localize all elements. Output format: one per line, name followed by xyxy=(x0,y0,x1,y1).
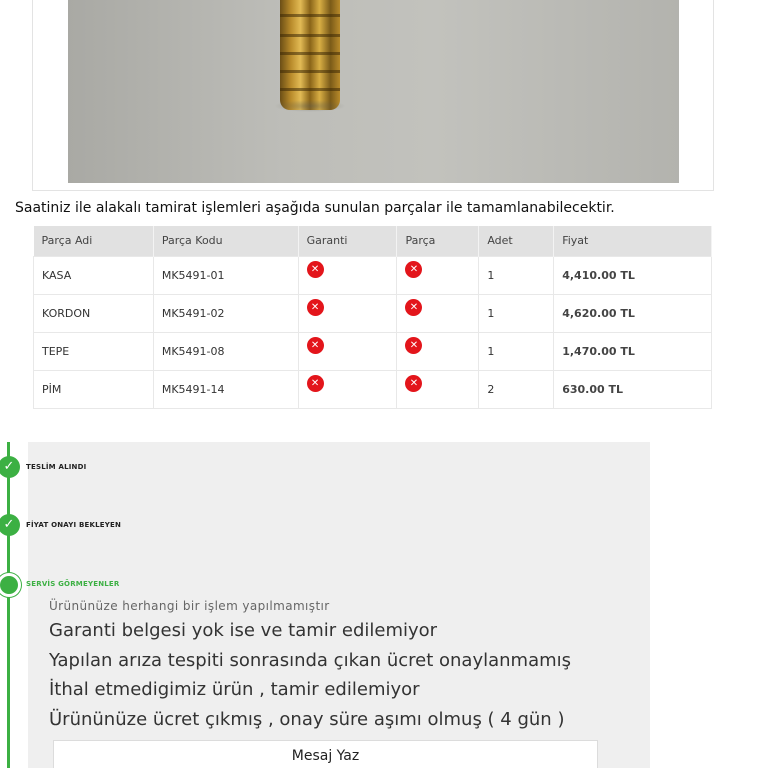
part-price: 4,620.00 TL xyxy=(554,294,712,332)
part-quantity: 1 xyxy=(479,332,554,370)
x-circle-icon: ✕ xyxy=(405,337,422,354)
table-row xyxy=(34,370,712,408)
current-step-icon xyxy=(0,573,21,597)
x-circle-icon: ✕ xyxy=(307,261,324,278)
product-photo-card xyxy=(32,0,714,191)
status-note: Ürününüze herhangi bir işlem yapılmamıştır xyxy=(49,599,330,613)
x-circle-icon: ✕ xyxy=(307,299,324,316)
part-code: MK5491-08 xyxy=(153,332,298,370)
col-header-price: Fiyat xyxy=(554,226,712,256)
part-price: 4,410.00 TL xyxy=(554,256,712,294)
x-circle-icon: ✕ xyxy=(307,337,324,354)
part-name: KORDON xyxy=(34,294,154,332)
table-row xyxy=(34,332,712,370)
check-icon: ✓ xyxy=(0,456,20,478)
part-name: PİM xyxy=(34,370,154,408)
part-price: 630.00 TL xyxy=(554,370,712,408)
reason-text: Ürününüze ücret çıkmış , onay süre aşımı olmuş ( 4 gün ) xyxy=(49,709,565,730)
product-photo xyxy=(68,0,679,183)
status-step-received: TESLİM ALINDI xyxy=(26,463,87,471)
reason-text: İthal etmedigimiz ürün , tamir edilemiyor xyxy=(49,679,420,700)
status-step-not-serviced: SERVİS GÖRMEYENLER xyxy=(26,580,120,588)
part-name: TEPE xyxy=(34,332,154,370)
col-header-quantity: Adet xyxy=(479,226,554,256)
status-step-awaiting-approval: FİYAT ONAYI BEKLEYEN xyxy=(26,521,122,529)
part-quantity: 2 xyxy=(479,370,554,408)
reason-text: Garanti belgesi yok ise ve tamir edilemiyor xyxy=(49,620,438,641)
write-message-button[interactable]: Mesaj Yaz xyxy=(53,740,598,768)
watch-bracelet-image xyxy=(280,0,340,110)
col-header-part-name: Parça Adi xyxy=(34,226,154,256)
col-header-warranty: Garanti xyxy=(298,226,397,256)
part-quantity: 1 xyxy=(479,294,554,332)
x-circle-icon: ✕ xyxy=(405,299,422,316)
parts-table-header xyxy=(34,226,712,256)
part-code: MK5491-01 xyxy=(153,256,298,294)
x-circle-icon: ✕ xyxy=(307,375,324,392)
reason-text: Yapılan arıza tespiti sonrasında çıkan ücret onaylanmamış xyxy=(49,650,572,671)
x-circle-icon: ✕ xyxy=(405,261,422,278)
part-code: MK5491-02 xyxy=(153,294,298,332)
timeline-line xyxy=(7,442,10,768)
parts-table xyxy=(33,226,712,409)
col-header-part-code: Parça Kodu xyxy=(153,226,298,256)
repair-intro-text: Saatiniz ile alakalı tamirat işlemleri aşağıda sunulan parçalar ile tamamlanabilecektir. xyxy=(15,200,615,216)
table-row xyxy=(34,256,712,294)
x-circle-icon: ✕ xyxy=(405,375,422,392)
table-row xyxy=(34,294,712,332)
check-icon: ✓ xyxy=(0,514,20,536)
part-code: MK5491-14 xyxy=(153,370,298,408)
part-quantity: 1 xyxy=(479,256,554,294)
col-header-part: Parça xyxy=(397,226,479,256)
part-name: KASA xyxy=(34,256,154,294)
part-price: 1,470.00 TL xyxy=(554,332,712,370)
